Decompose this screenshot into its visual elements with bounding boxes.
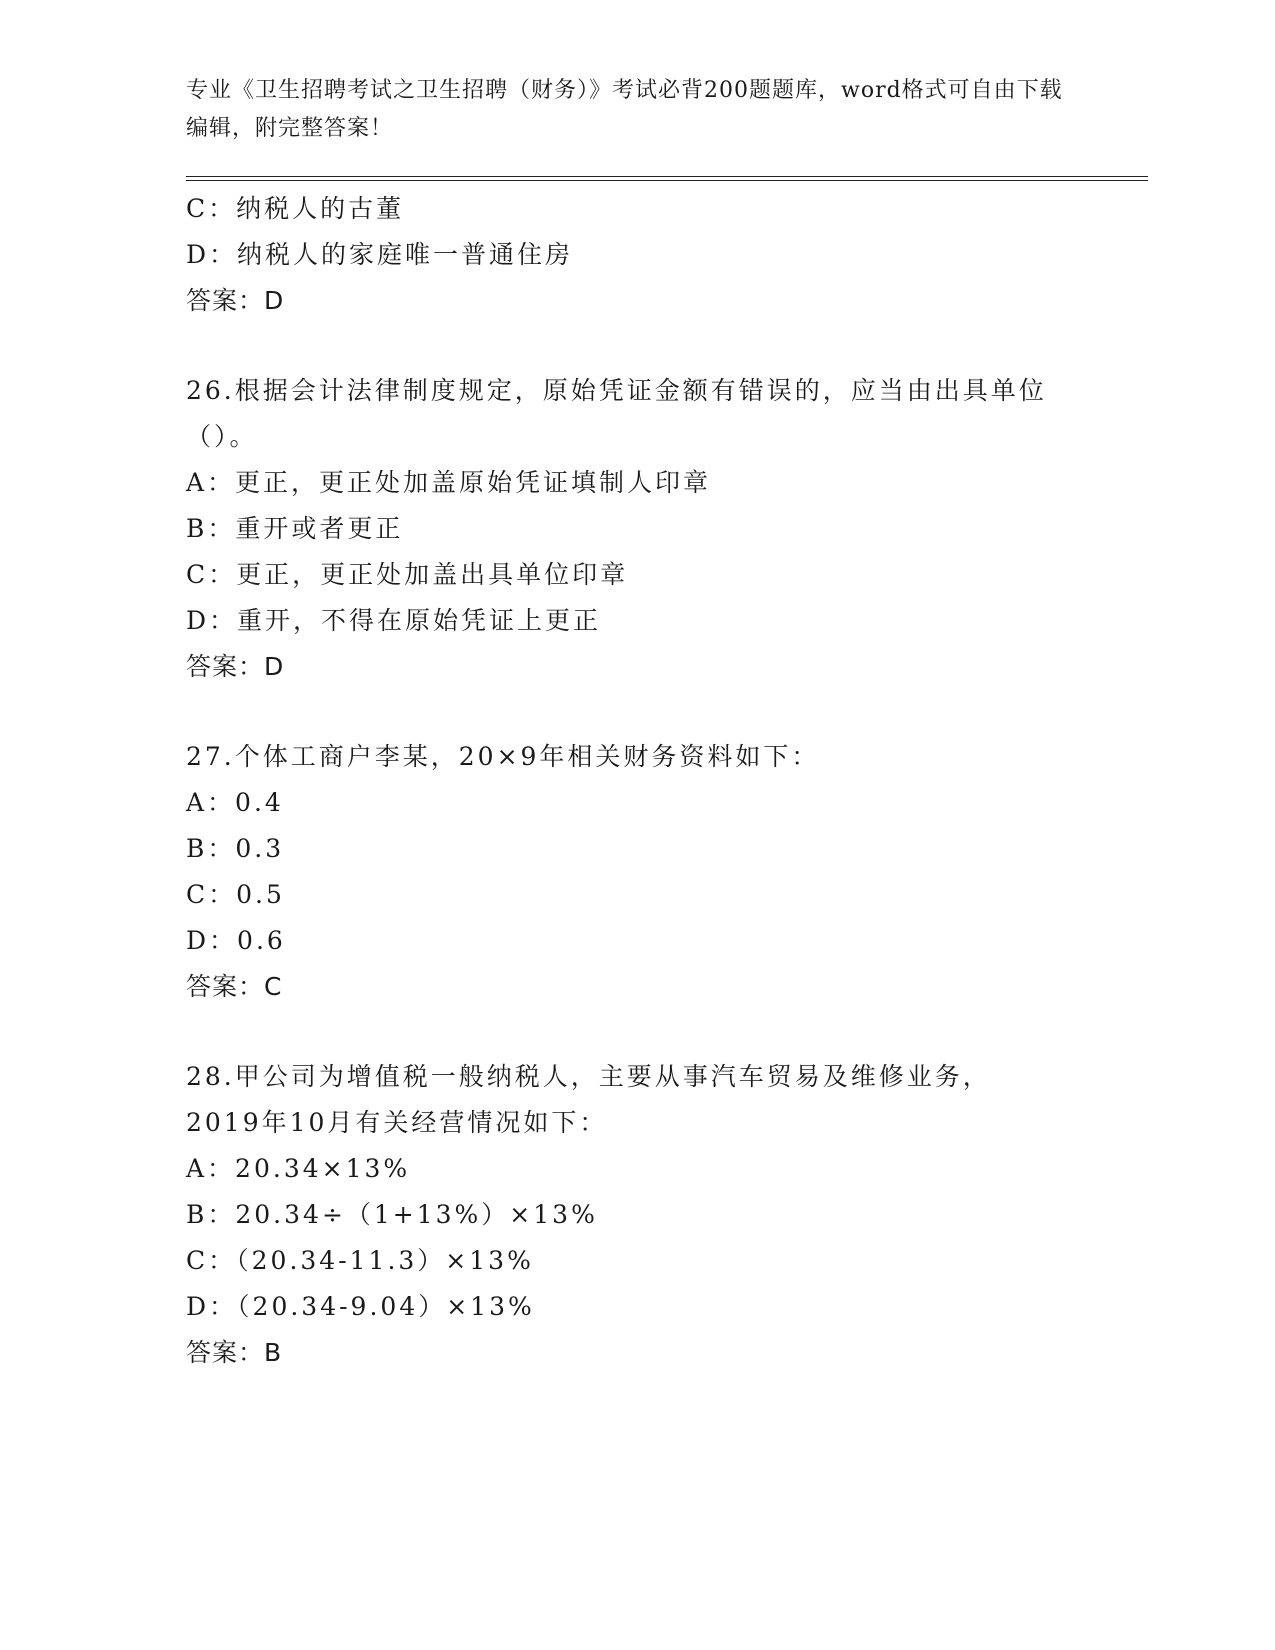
question-continuation	[186, 186, 1066, 324]
answer: 答案：C	[186, 972, 283, 1001]
answer: 答案：D	[186, 652, 285, 681]
question-26	[186, 368, 1066, 690]
option-c: C：更正，更正处加盖出具单位印章	[186, 560, 629, 589]
spacer	[186, 324, 1066, 368]
answer: 答案：B	[186, 1338, 283, 1367]
question-28	[186, 1054, 1066, 1376]
answer: 答案：D	[186, 286, 285, 315]
option-d: D：重开，不得在原始凭证上更正	[186, 606, 602, 635]
question-text: 27.个体工商户李某，20×9年相关财务资料如下：	[186, 742, 820, 771]
option-d: D：纳税人的家庭唯一普通住房	[186, 240, 574, 269]
spacer	[186, 1010, 1066, 1054]
option-b: B：20.34÷（1+13%）×13%	[186, 1200, 598, 1229]
option-d: D：0.6	[186, 926, 286, 955]
option-a: A：0.4	[186, 788, 284, 817]
spacer	[186, 690, 1066, 734]
option-a: A：更正，更正处加盖原始凭证填制人印章	[186, 468, 712, 497]
page-header	[186, 72, 1066, 148]
option-b: B：重开或者更正	[186, 514, 404, 543]
option-c: C：纳税人的古董	[186, 194, 405, 223]
option-b: B：0.3	[186, 834, 285, 863]
question-text: 28.甲公司为增值税一般纳税人，主要从事汽车贸易及维修业务，2019年10月有关经营情况如下：	[186, 1062, 991, 1137]
option-c: C：0.5	[186, 880, 285, 909]
question-list	[186, 186, 1066, 1376]
question-27	[186, 734, 1066, 1010]
question-text: 26.根据会计法律制度规定，原始凭证金额有错误的，应当由出具单位（）。	[186, 376, 1047, 451]
option-a: A：20.34×13%	[186, 1154, 411, 1183]
option-d: D：（20.34-9.04）×13%	[186, 1292, 535, 1321]
option-c: C：（20.34-11.3）×13%	[186, 1246, 534, 1275]
document-title: 专业《卫生招聘考试之卫生招聘（财务）》考试必背200题题库，word格式可自由下载编辑，附完整答案！	[186, 78, 1063, 141]
header-divider	[186, 176, 1148, 181]
